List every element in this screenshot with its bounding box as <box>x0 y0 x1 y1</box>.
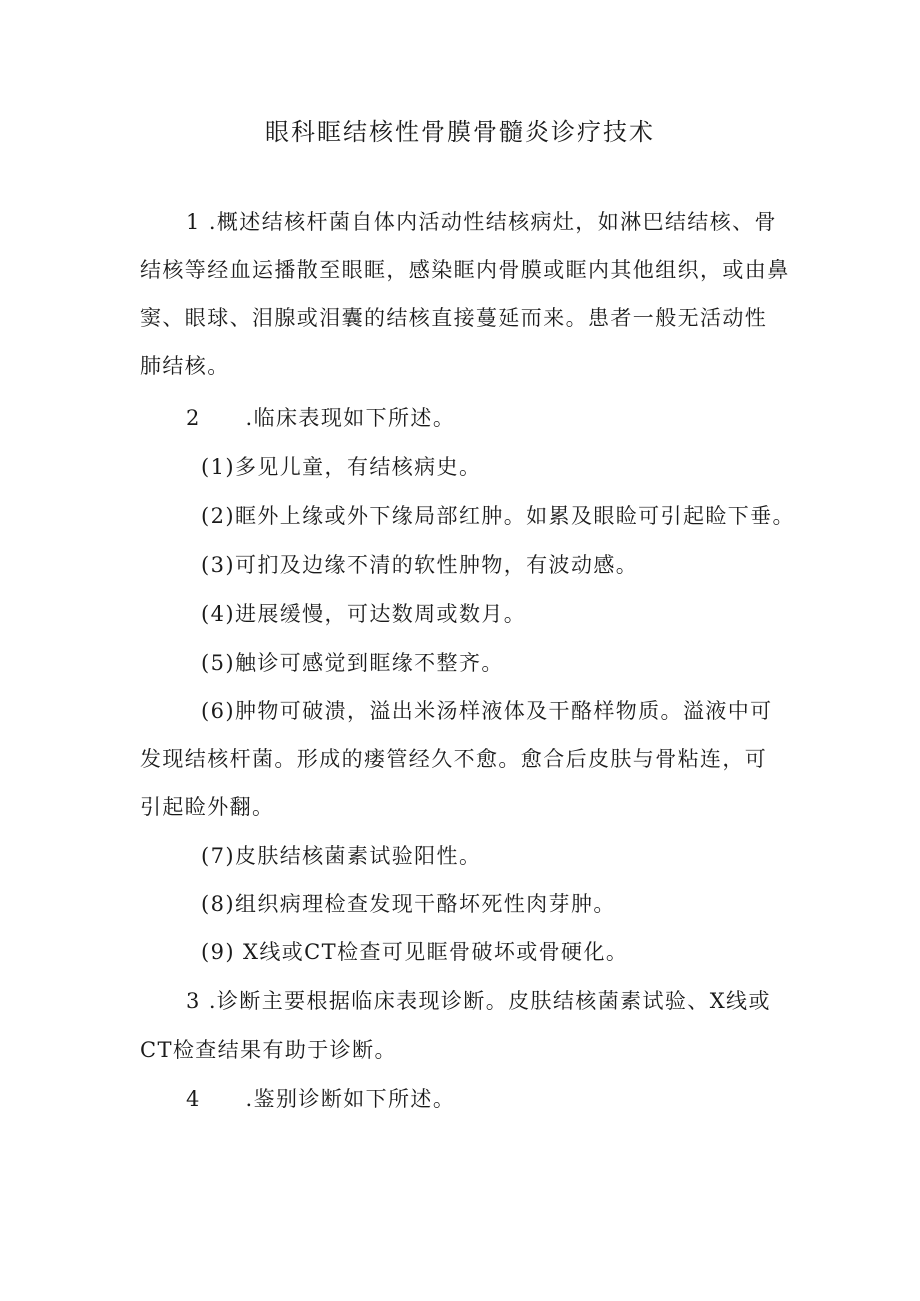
list-item-6-line-2: 发现结核杆菌。形成的瘘管经久不愈。愈合后皮肤与骨粘连，可 <box>140 747 768 771</box>
list-item-6-line-3: 引起睑外翻。 <box>140 795 275 819</box>
list-item-1: (1)多见儿童，有结核病史。 <box>201 455 482 479</box>
list-item-6-line-1: (6)肿物可破溃，溢出米汤样液体及干酪样物质。溢液中可 <box>201 699 773 723</box>
list-item-2: (2)眶外上缘或外下缘局部红肿。如累及眼睑可引起睑下垂。 <box>201 504 795 528</box>
paragraph-1-line-3: 窦、眼球、泪腺或泪囊的结核直接蔓延而来。患者一般无活动性 <box>140 306 768 330</box>
paragraph-3-line-2: CT检查结果有助于诊断。 <box>140 1038 397 1062</box>
list-item-9: (9) X线或CT检查可见眶骨破坏或骨硬化。 <box>201 940 629 964</box>
list-item-8: (8)组织病理检查发现干酪坏死性肉芽肿。 <box>201 892 616 916</box>
list-item-3: (3)可扪及边缘不清的软性肿物，有波动感。 <box>201 553 639 577</box>
paragraph-1-line-4: 肺结核。 <box>140 354 230 378</box>
section-2-heading: 2 .临床表现如下所述。 <box>186 406 456 430</box>
paragraph-1-line-2: 结核等经血运播散至眼眶，感染眶内骨膜或眶内其他组织，或由鼻 <box>140 258 790 282</box>
list-item-7: (7)皮肤结核菌素试验阳性。 <box>201 844 482 868</box>
paragraph-3-line-1: 3 .诊断主要根据临床表现诊断。皮肤结核菌素试验、X线或 <box>186 989 771 1013</box>
list-item-5: (5)触诊可感觉到眶缘不整齐。 <box>201 651 504 675</box>
list-item-4: (4)进展缓慢，可达数周或数月。 <box>201 602 527 626</box>
paragraph-1-line-1: 1 .概述结核杆菌自体内活动性结核病灶，如淋巴结结核、骨 <box>186 210 777 234</box>
section-4-heading: 4 .鉴别诊断如下所述。 <box>186 1087 456 1111</box>
document-title: 眼科眶结核性骨膜骨髓炎诊疗技术 <box>265 118 655 146</box>
